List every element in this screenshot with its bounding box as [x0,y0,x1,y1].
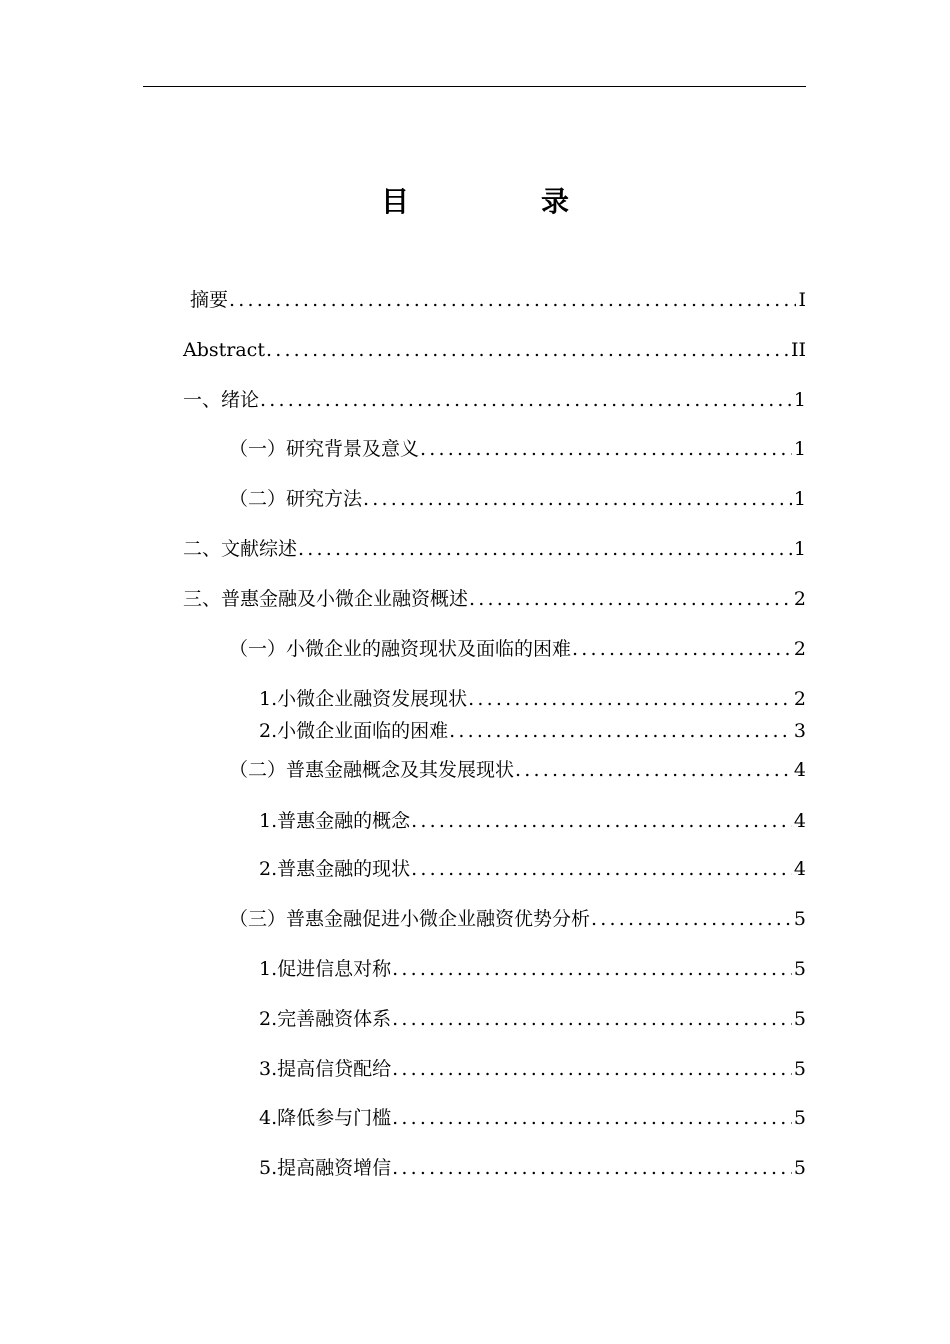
toc-leader-dots [392,954,792,984]
toc-leader-dots [411,806,792,836]
toc-entry-item-3-2-1[interactable] [259,806,806,836]
toc-entry-section-3-3[interactable] [229,904,806,934]
toc-entry-item-3-3-3[interactable] [259,1054,806,1084]
toc-entry-label: （二）研究方法 [229,488,363,510]
toc-entry-label: Abstract [183,339,265,361]
toc-entry-label: 二、文献综述 [183,538,298,560]
toc-entry-label: 三、普惠金融及小微企业融资概述 [183,588,469,610]
toc-entry-page: 1 [793,488,806,510]
toc-entry-page: 5 [793,958,806,980]
toc-entry-item-3-1-1[interactable] [259,684,806,714]
toc-entry-label: 2.完善融资体系 [259,1008,392,1030]
toc-entry-label: （二）普惠金融概念及其发展现状 [229,759,515,781]
toc-entry-page: 2 [793,638,806,660]
toc-entry-item-3-1-2[interactable] [259,716,806,746]
toc-leader-dots [468,684,792,714]
toc-entry-chapter-1[interactable] [183,385,806,415]
toc-entry-item-3-3-1[interactable] [259,954,806,984]
toc-entry-page: 4 [793,759,806,781]
toc-entry-page: 1 [793,438,806,460]
toc-leader-dots [260,385,792,415]
toc-entry-label: （一）研究背景及意义 [229,438,420,460]
toc-entry-abstract-cn[interactable] [190,285,806,315]
toc-leader-dots [266,335,789,365]
toc-entry-label: 2.普惠金融的现状 [259,858,411,880]
toc-entry-label: （一）小微企业的融资现状及面临的困难 [229,638,572,660]
toc-entry-label: 2.小微企业面临的困难 [259,720,449,742]
toc-leader-dots [298,534,792,564]
toc-leader-dots [449,716,792,746]
toc-leader-dots [392,1103,792,1133]
toc-leader-dots [469,584,792,614]
toc-leader-dots [392,1153,792,1183]
toc-entry-label: 1.普惠金融的概念 [259,810,411,832]
toc-entry-page: 5 [793,908,806,930]
toc-entry-item-3-3-5[interactable] [259,1153,806,1183]
toc-entry-page: 5 [793,1058,806,1080]
toc-leader-dots [572,634,792,664]
toc-entry-section-1-2[interactable] [229,484,806,514]
toc-leader-dots [392,1054,792,1084]
toc-leader-dots [411,854,792,884]
toc-entry-item-3-3-4[interactable] [259,1103,806,1133]
toc-entry-label: 4.降低参与门槛 [259,1107,392,1129]
toc-title: 目 录 [380,185,621,218]
toc-entry-page: 5 [793,1157,806,1179]
toc-entry-item-3-2-2[interactable] [259,854,806,884]
toc-leader-dots [229,285,796,315]
toc-entry-section-1-1[interactable] [229,434,806,464]
toc-entry-page: 2 [793,588,806,610]
toc-leader-dots [591,904,792,934]
toc-leader-dots [420,434,792,464]
toc-entry-section-3-2[interactable] [229,755,806,785]
toc-entry-page: II [790,339,806,361]
toc-entry-page: 3 [793,720,806,742]
toc-entry-page: 5 [793,1008,806,1030]
toc-entry-page: 1 [793,538,806,560]
toc-entry-chapter-3[interactable] [183,584,806,614]
toc-entry-page: I [798,289,806,311]
toc-entry-label: 一、绪论 [183,389,260,411]
toc-leader-dots [392,1004,792,1034]
toc-entry-chapter-2[interactable] [183,534,806,564]
toc-leader-dots [515,755,792,785]
toc-entry-page: 1 [793,389,806,411]
toc-entry-page: 2 [793,688,806,710]
toc-entry-page: 4 [793,858,806,880]
toc-entry-label: （三）普惠金融促进小微企业融资优势分析 [229,908,591,930]
toc-entry-page: 4 [793,810,806,832]
toc-entry-abstract-en[interactable] [183,335,806,365]
toc-entry-label: 1.促进信息对称 [259,958,392,980]
toc-entry-page: 5 [793,1107,806,1129]
toc-entry-label: 1.小微企业融资发展现状 [259,688,468,710]
toc-leader-dots [363,484,792,514]
toc-entry-section-3-1[interactable] [229,634,806,664]
toc-entry-label: 5.提高融资增信 [259,1157,392,1179]
toc-entry-label: 3.提高信贷配给 [259,1058,392,1080]
toc-entry-label: 摘要 [190,289,229,311]
toc-entry-item-3-3-2[interactable] [259,1004,806,1034]
